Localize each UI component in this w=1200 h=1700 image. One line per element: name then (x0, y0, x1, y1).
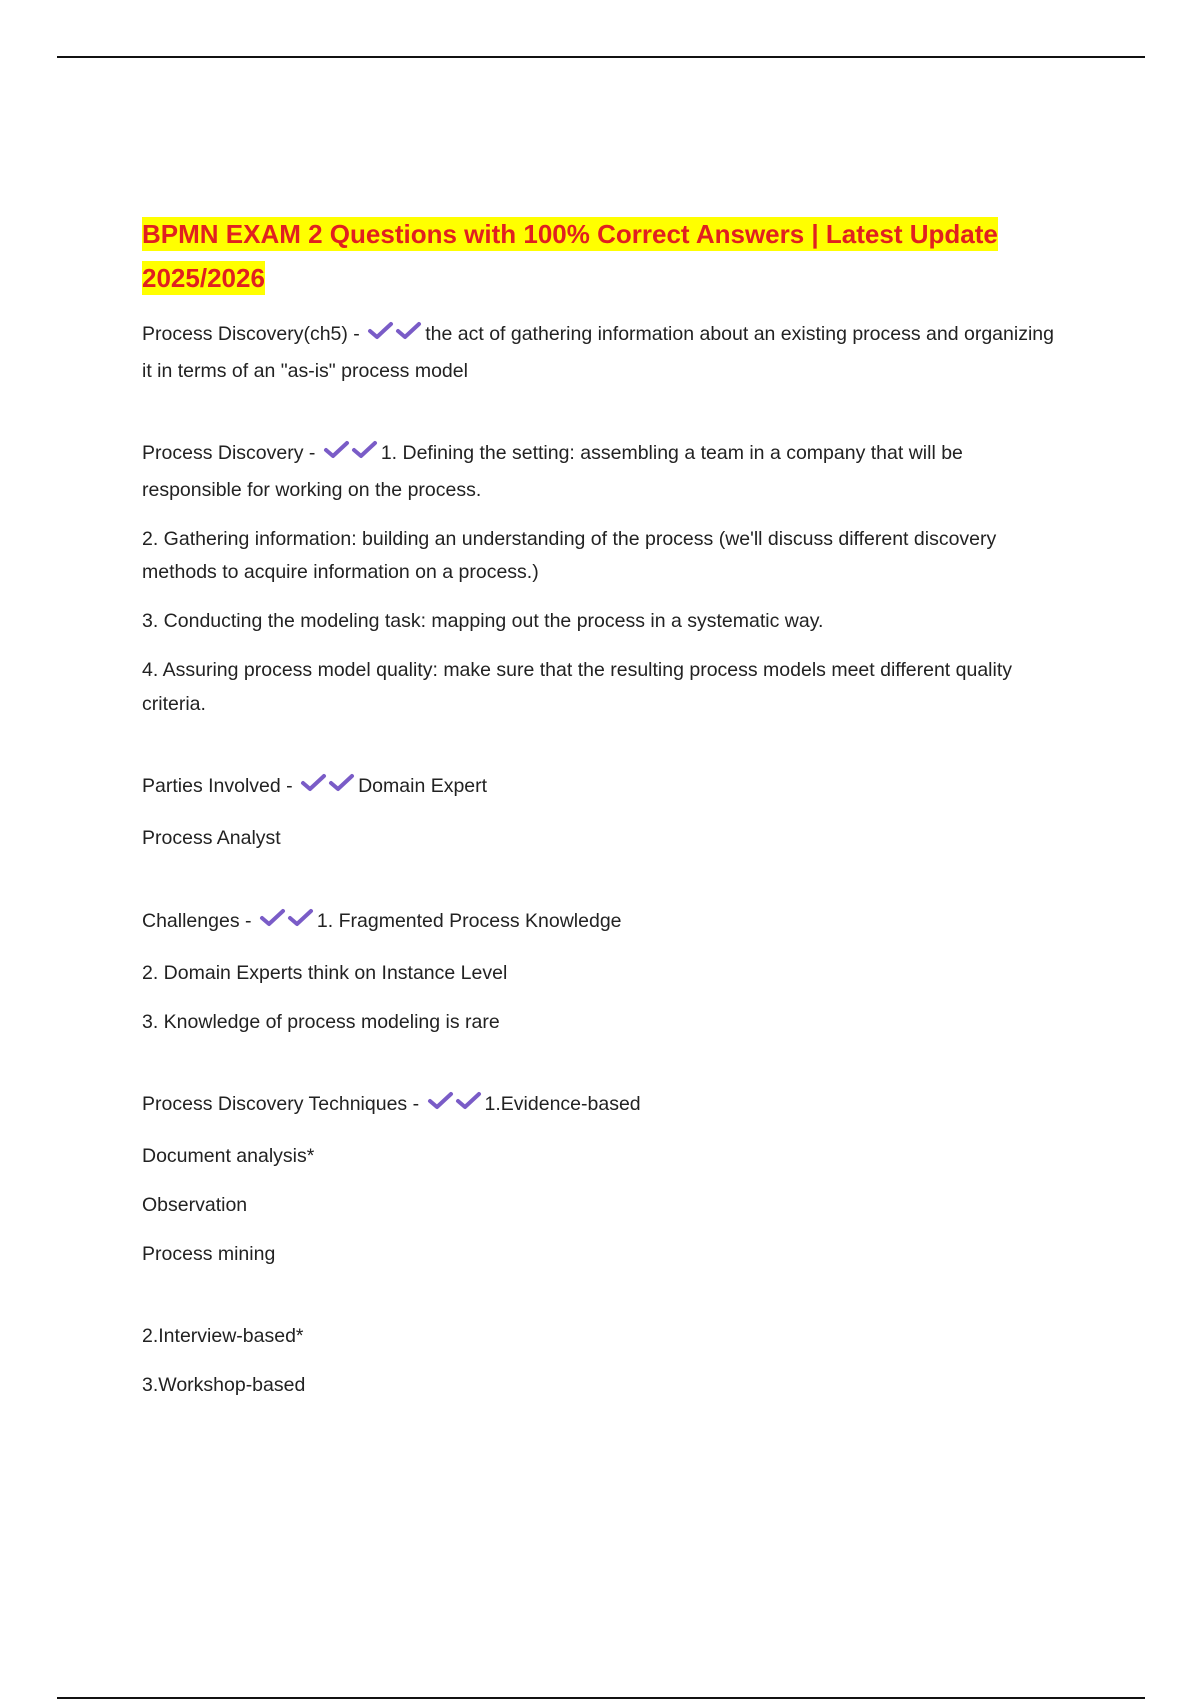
term-separator: - (280, 775, 299, 797)
qa-item (142, 318, 1057, 388)
document-title (142, 212, 1057, 300)
check-icon (300, 773, 328, 793)
check-icon (427, 1091, 455, 1111)
answer-paragraph: 2. Gathering information: building an understanding of the process (we'll discuss different discovery methods to acquire information on a process.) (142, 527, 997, 583)
header-rule (57, 56, 1145, 58)
check-icon (328, 773, 356, 793)
answer-text: 1. Fragmented Process Knowledge (316, 909, 622, 932)
double-check-icons (300, 773, 356, 807)
question-term: Process Discovery(ch5) (142, 323, 348, 345)
answer-paragraph: 3. Conducting the modeling task: mapping out the process in a systematic way. (142, 610, 824, 632)
question-term: Parties Involved (142, 775, 281, 797)
question-term: Process Discovery Techniques (142, 1093, 408, 1115)
answer-paragraph: Observation (142, 1194, 248, 1216)
answer-paragraph: Process mining (142, 1243, 276, 1265)
term-separator: - (303, 442, 321, 464)
check-icon (323, 440, 351, 460)
answer-paragraph (142, 770, 1057, 807)
double-check-icons (259, 908, 315, 942)
answer-paragraph (142, 437, 1057, 507)
qa-item (142, 770, 1057, 856)
double-check-icons (323, 440, 379, 474)
check-icon (367, 321, 395, 341)
check-icon (455, 1091, 483, 1111)
document-body (142, 212, 1057, 1402)
answer-paragraph (142, 905, 1057, 942)
check-icon (259, 908, 287, 928)
answer-paragraph (142, 1088, 1057, 1125)
answer-paragraph: 2.Interview-based* (142, 1324, 304, 1347)
double-check-icons (427, 1091, 483, 1125)
answer-text: 1. Defining the setting: assembling a team in a company that will be responsible for working on the process. (142, 442, 963, 501)
answer-paragraph: Process Analyst (142, 827, 281, 849)
answer-paragraph: 4. Assuring process model quality: make sure that the resulting process models meet different quality criteria. (142, 659, 1012, 715)
answer-paragraph: 3.Workshop-based (142, 1373, 306, 1396)
qa-item (142, 905, 1057, 1040)
question-term: Process Discovery (142, 442, 304, 464)
answer-paragraph (142, 318, 1057, 388)
footer-rule (57, 1697, 1145, 1699)
answer-text: the act of gathering information about an existing process and organizing it in terms of an "as-is" process model (142, 323, 1054, 382)
answer-text: Domain Expert (358, 775, 488, 797)
check-icon (351, 440, 379, 460)
qa-item (142, 437, 1057, 721)
question-term: Challenges (142, 909, 240, 932)
double-check-icons (367, 321, 423, 355)
check-icon (395, 321, 423, 341)
title-highlight: BPMN EXAM 2 Questions with 100% Correct Answers | Latest Update 2025/2026 (142, 219, 998, 293)
answer-text: 1.Evidence-based (484, 1093, 641, 1115)
answer-paragraph: 3. Knowledge of process modeling is rare (142, 1010, 500, 1033)
answer-paragraph: 2. Domain Experts think on Instance Level (142, 961, 508, 984)
check-icon (287, 908, 315, 928)
term-separator: - (239, 909, 257, 932)
answer-paragraph: Document analysis* (142, 1145, 315, 1167)
qa-item (142, 1088, 1057, 1402)
term-separator: - (407, 1093, 425, 1115)
term-separator: - (347, 323, 366, 345)
qa-list (142, 318, 1057, 1402)
